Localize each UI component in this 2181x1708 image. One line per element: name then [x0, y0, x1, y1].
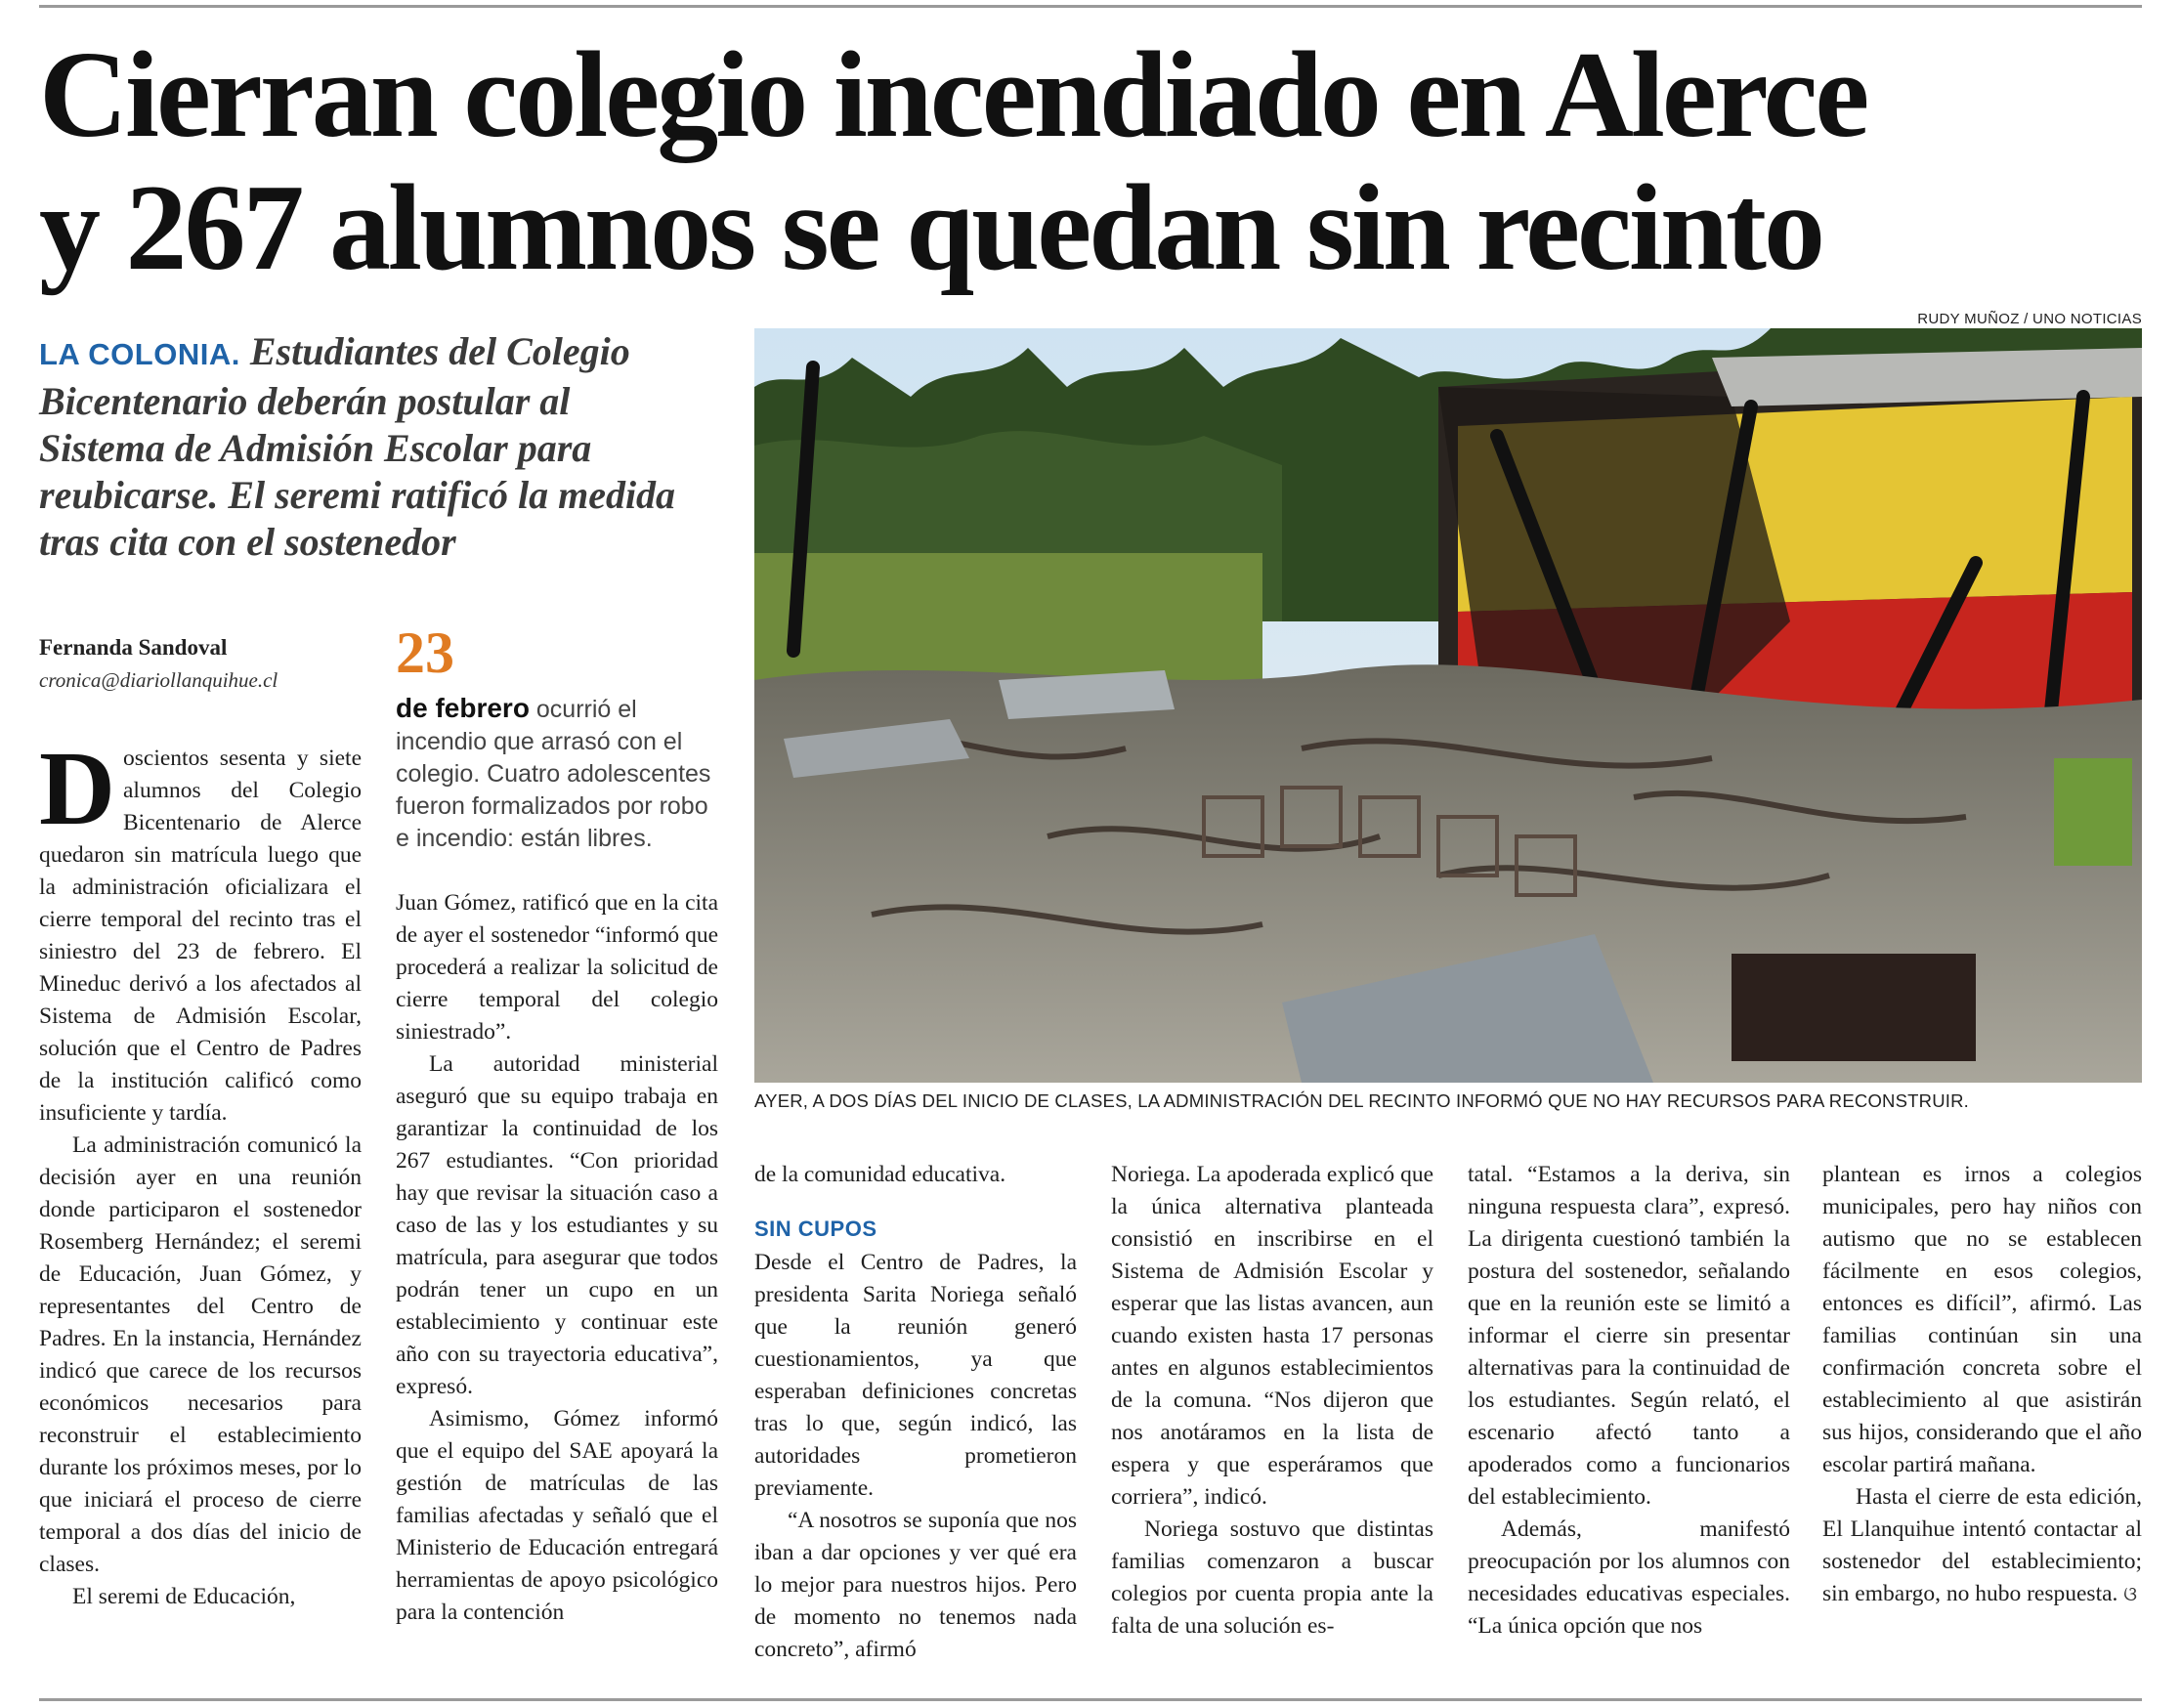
paragraph: de la comunidad educativa. — [754, 1162, 1006, 1187]
paragraph: Noriega sostuvo que distintas familias comenzaron a buscar colegios por cuenta propia ante la falta de una solución es- — [1111, 1516, 1433, 1639]
photo-credit: RUDY MUÑOZ / UNO NOTICIAS — [1917, 311, 2142, 327]
fire-damaged-school-photo — [754, 328, 2142, 1083]
paragraph: plantean es irnos a colegios municipales, pero hay niños con autismo que no se establecen fácilmente en esos colegios, entonces es difícil”, afirmó. Las familias continúan sin una confirmación concreta sobre el establecimiento al que asistirán sus hijos, considerando que el año escolar partirá mañana. — [1822, 1162, 2142, 1477]
article-column-2 — [396, 887, 718, 1629]
headline-line-2: y 267 alumnos se quedan sin recinto — [39, 160, 1822, 296]
paragraph: La administración comunicó la decisión ayer en una reunión donde participaron el sostenedor Rosemberg Hernández; el seremi de Educación, Juan Gómez, y representantes del Centro de Padres. En la instancia, Hernández indicó que carece de los recursos económicos necesarios para reconstruir el establecimiento durante los próximos meses, por lo que iniciará el proceso de cierre temporal a dos días del inicio de clases. — [39, 1132, 362, 1577]
paragraph: El seremi de Educación, — [72, 1584, 296, 1609]
article-column-5 — [1468, 1159, 1790, 1643]
paragraph: La autoridad ministerial aseguró que su equipo trabaja en garantizar la continuidad de los 267 estudiantes. “Con prioridad hay que revisar la situación caso a caso de las y los estudiantes y su matrícula, para asegurar que todos podrán tener un cupo en un establecimiento y continuar este año con su trayectoria educativa”, expresó. — [396, 1051, 718, 1399]
deck-text: Estudiantes del Colegio Bicentenario deberán postular al Sistema de Admisión Escolar para reubicarse. El seremi ratificó la medida tras cita con el sostenedor — [39, 329, 676, 564]
bottom-rule — [39, 1698, 2142, 1701]
stat-text: ocurrió el incendio que arrasó con el colegio. Cuatro adolescentes fueron formalizados por robo e incendio: están libres. — [396, 696, 711, 852]
headline-line-1: Cierran colegio incendiado en Alerce — [39, 27, 1867, 163]
byline-email: cronica@diariollanquihue.cl — [39, 668, 278, 692]
article-column-4 — [1111, 1159, 1433, 1643]
end-mark-icon: ଓ — [2123, 1582, 2138, 1605]
deck — [39, 328, 704, 566]
paragraph: Asimismo, Gómez informó que el equipo del SAE apoyará la gestión de matrículas de las familias afectadas y señaló que el Ministerio de Educación entregará herramientas de apoyo psicológico para la contención — [396, 1406, 718, 1625]
paragraph: tatal. “Estamos a la deriva, sin ninguna respuesta clara”, expresó. La dirigenta cuestionó también la postura del sostenedor, señalando que en la reunión este se limitó a informar el cierre sin presentar alternativas para la continuidad de los estudiantes. Según relató, el escenario afectó tanto a apoderados como a funcionarios del establecimiento. — [1468, 1162, 1790, 1510]
article-column-3 — [754, 1159, 1077, 1666]
drop-cap: D — [39, 731, 115, 847]
stat-box — [396, 692, 716, 855]
paragraph: Juan Gómez, ratificó que en la cita de ayer el sostenedor “informó que procederá a realizar la solicitud de cierre temporal del colegio siniestrado”. — [396, 890, 718, 1045]
article-column-1 — [39, 731, 362, 1613]
paragraph: Doscientos sesenta y siete alumnos del Colegio Bicentenario de Alerce quedaron sin matrícula luego que la administración oficializara el cierre temporal del recinto tras el siniestro del 23 de febrero. El Mineduc derivó a los afectados al Sistema de Admisión Escolar, solución que el Centro de Padres de la institución calificó como insuficiente y tardía. — [39, 731, 362, 1126]
photo-caption: AYER, A DOS DÍAS DEL INICIO DE CLASES, LA ADMINISTRACIÓN DEL RECINTO INFORMÓ QUE NO HAY RECURSOS PARA RECONSTRUIR. — [754, 1090, 1970, 1111]
paragraph: Hasta el cierre de esta edición, El Llanquihue intentó contactar al sostenedor del establecimiento; sin embargo, no hubo respuesta. ଓ — [1822, 1484, 2142, 1606]
subhead: SIN CUPOS — [754, 1217, 877, 1241]
top-rule — [39, 5, 2142, 8]
headline — [39, 29, 2140, 295]
article-column-6 — [1822, 1159, 2142, 1610]
paragraph: Noriega. La apoderada explicó que la única alternativa planteada consistió en inscribirse en el Sistema de Admisión Escolar y esperar que las listas avancen, aun cuando existen hasta 17 personas antes en algunos establecimientos de la comuna. “Nos dijeron que nos anotáramos en la lista de espera y que esperáramos que corriera”, indicó. — [1111, 1162, 1433, 1510]
deck-kicker: LA COLONIA. — [39, 337, 240, 371]
byline-author: Fernanda Sandoval — [39, 635, 228, 660]
stat-date: de febrero — [396, 693, 530, 723]
photo-illustration — [754, 328, 2142, 1083]
paragraph: “A nosotros se suponía que nos iban a dar opciones y ver qué era lo mejor para nuestros hijos. Pero de momento no tenemos nada concreto”, afirmó — [754, 1508, 1077, 1662]
stat-number: 23 — [396, 620, 454, 685]
paragraph: Desde el Centro de Padres, la presidenta Sarita Noriega señaló que la reunión generó cuestionamientos, ya que esperaban definiciones concretas tras lo que, según indicó, las autoridades prometieron previamente. — [754, 1250, 1077, 1501]
paragraph: Además, manifestó preocupación por los alumnos con necesidades educativas especiales. “La única opción que nos — [1468, 1516, 1790, 1639]
